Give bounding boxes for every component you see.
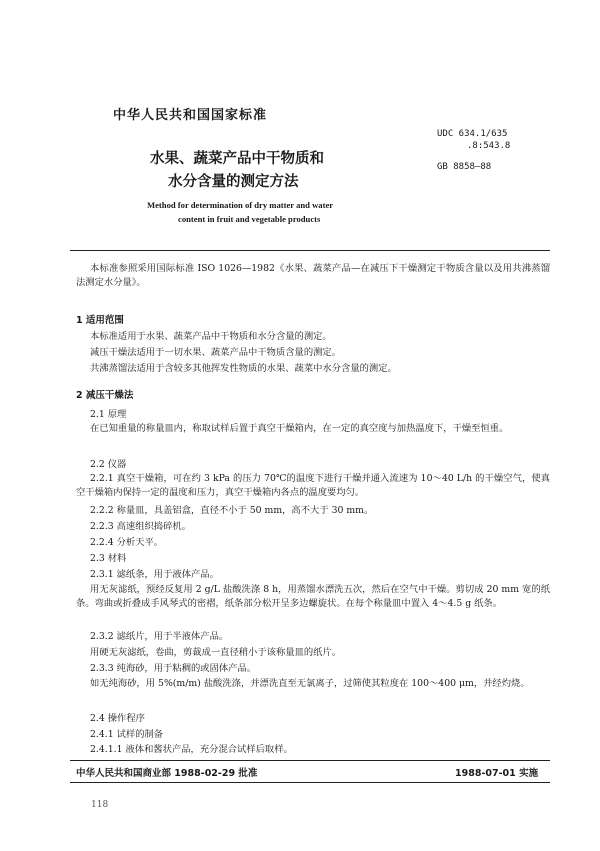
section1-paragraph3: 共沸蒸馏法适用于含较多其他挥发性物质的水果、蔬菜中水分含量的测定。 xyxy=(90,363,397,374)
item-2-3-1-heading: 2.3.1 滤纸条，用于液体产品。 xyxy=(90,569,219,580)
item-2-3-2-text: 用硬无灰滤纸，卷曲，剪裁成一直径稍小于该称量皿的纸片。 xyxy=(90,647,342,658)
item-2-3-3-text: 如无纯海砂，用 5%(m/m) 盐酸洗涤，并漂洗直至无氯离子，过筛使其粒度在 100～400 μm，并经灼烧。 xyxy=(90,678,530,689)
item-2-4-1-1: 2.4.1.1 液体和酱状产品，充分混合试样后取样。 xyxy=(90,744,293,755)
national-standard-label: 中华人民共和国国家标准 xyxy=(113,108,268,123)
footer-divider xyxy=(70,760,550,761)
subsection-2-4-heading: 2.4 操作程序 xyxy=(90,713,145,724)
subsection-2-2-heading: 2.2 仪器 xyxy=(90,459,127,470)
section1-paragraph2: 减压干燥法适用于一切水果、蔬菜产品中干物质含量的测定。 xyxy=(90,347,342,358)
section1-paragraph1: 本标准适用于水果、蔬菜产品中干物质和水分含量的测定。 xyxy=(90,331,332,342)
subsection-2-1-text: 在已知重量的称量皿内，称取试样后置于真空干燥箱内，在一定的真空度与加热温度下，干燥至恒重。 xyxy=(90,423,509,434)
item-2-2-4: 2.2.4 分析天平。 xyxy=(90,537,164,548)
approval-line: 中华人民共和国商业部 1988-02-29 批准 xyxy=(76,768,258,779)
section1-heading: 1 适用范围 xyxy=(76,315,124,326)
item-2-2-1: 2.2.1 真空干燥箱，可在约 3 kPa 的压力 70℃的温度下进行干燥并通入流速为 10～40 L/h 的干燥空气，使真空干燥箱内保持一定的温度和压力，真空干燥箱内各点的温度要均匀。 xyxy=(76,473,550,498)
subsection-2-3-heading: 2.3 材料 xyxy=(90,553,127,564)
page-number: 118 xyxy=(91,800,109,810)
intro-paragraph: 本标准参照采用国际标准 ISO 1026—1982《水果、蔬菜产品—在减压下干燥测定干物质含量以及用共沸蒸馏法测定水分量》。 xyxy=(76,263,550,288)
item-2-3-2-heading: 2.3.2 滤纸片，用于半液体产品。 xyxy=(90,631,229,642)
english-title-line2: content in fruit and vegetable products xyxy=(178,214,321,224)
section2-heading: 2 减压干燥法 xyxy=(76,390,134,401)
udc-code-line2: .8:543.8 xyxy=(467,141,511,151)
english-title-line1: Method for determination of dry matter and water xyxy=(147,200,334,210)
document-title-line2: 水分含量的测定方法 xyxy=(168,174,299,190)
header-divider xyxy=(70,250,550,251)
item-2-2-3: 2.2.3 高速组织捣碎机。 xyxy=(90,521,191,532)
subsection-2-1-heading: 2.1 原理 xyxy=(90,409,127,420)
item-2-3-3-heading: 2.3.3 纯海砂，用于粘稠的或固体产品。 xyxy=(90,663,257,674)
item-2-2-2: 2.2.2 称量皿，具盖铝盒，直径不小于 50 mm，高不大于 30 mm。 xyxy=(90,505,374,516)
footer-bottom-rule xyxy=(70,782,550,783)
item-2-3-1-text: 用无灰滤纸，预经反复用 2 g/L 盐酸洗涤 8 h，用蒸馏水漂洗五次，然后在空气中干燥。剪切成 20 mm 宽的纸条。弯曲或折叠成手风琴式的密褶，纸条部分松开呈多边螺旋状。在每个称量皿中置入 4～4.5 g 纸条。 xyxy=(76,584,550,609)
item-2-4-1: 2.4.1 试样的制备 xyxy=(90,729,164,740)
implementation-date: 1988-07-01 实施 xyxy=(455,768,539,779)
document-title-line1: 水果、蔬菜产品中干物质和 xyxy=(150,151,324,167)
udc-code-line1: UDC 634.1/635 xyxy=(437,129,508,139)
gb-standard-code: GB 8858—88 xyxy=(437,162,492,172)
